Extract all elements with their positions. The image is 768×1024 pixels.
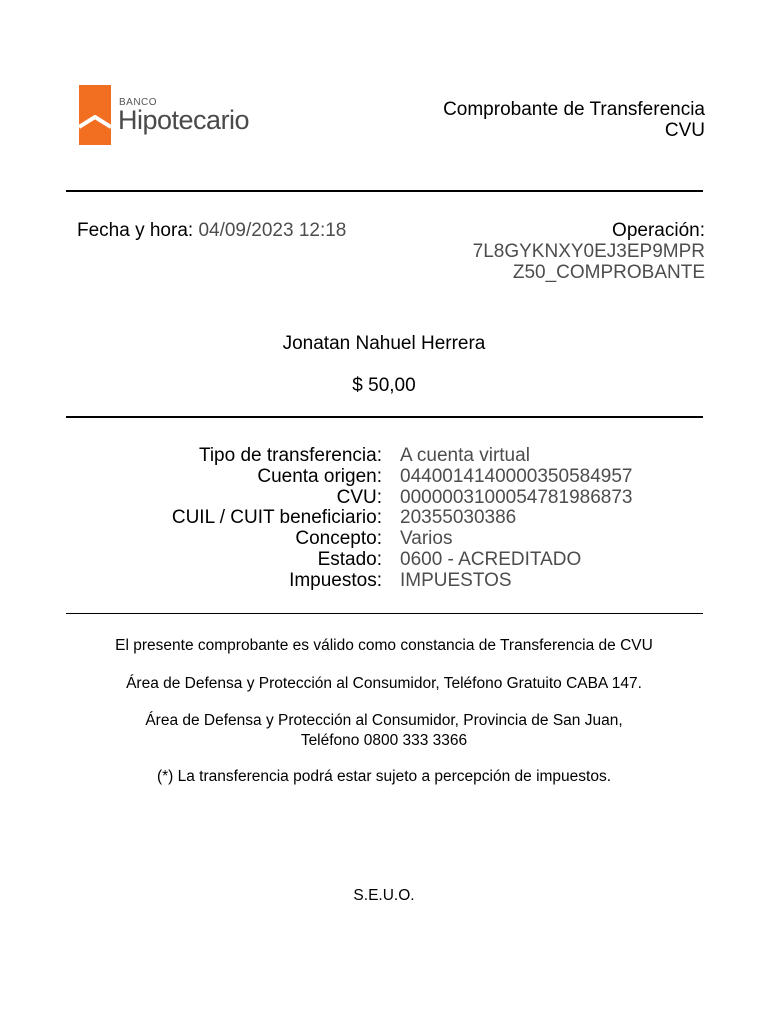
operacion-label: Operación: (612, 220, 705, 241)
detail-label: Impuestos: (289, 569, 382, 591)
divider-middle (66, 416, 703, 418)
detail-label: Cuenta origen: (257, 465, 382, 487)
detail-value: IMPUESTOS (400, 569, 512, 591)
defensa-sanjuan-line-2: Teléfono 0800 333 3366 (300, 732, 468, 749)
seuo-note: S.E.U.O. (353, 887, 415, 904)
operacion-id-line-2: Z50_COMPROBANTE (512, 262, 705, 283)
fecha-value: 04/09/2023 12:18 (198, 220, 347, 241)
detail-row (0, 467, 768, 488)
detail-label: CUIL / CUIT beneficiario: (171, 507, 382, 529)
impuestos-note: (*) La transferencia podrá estar sujeto a percepción de impuestos. (156, 768, 612, 785)
detail-value: 0600 - ACREDITADO (400, 548, 582, 570)
operacion (473, 220, 705, 283)
document-title (443, 99, 705, 141)
detail-value: Varios (400, 528, 453, 550)
detail-row (0, 446, 768, 467)
detail-value: 0440014140000350584957 (400, 465, 633, 487)
operacion-id-line-1: 7L8GYKNXY0EJ3EP9MPR (472, 241, 705, 262)
detail-row (0, 550, 768, 571)
divider-bottom (66, 613, 703, 614)
detail-row (0, 571, 768, 592)
divider-top (66, 190, 703, 192)
detail-value: 0000003100054781986873 (400, 486, 633, 508)
defensa-sanjuan-note (0, 711, 768, 751)
detail-row (0, 488, 768, 509)
transfer-amount: $ 50,00 (352, 375, 416, 396)
details-list (0, 446, 768, 592)
defensa-sanjuan-line-1: Área de Defensa y Protección al Consumidor, Provincia de San Juan, (145, 712, 623, 729)
detail-row (0, 529, 768, 550)
title-line-1: Comprobante de Transferencia (443, 99, 705, 120)
validity-note: El presente comprobante es válido como constancia de Transferencia de CVU (115, 637, 653, 654)
detail-value: A cuenta virtual (400, 445, 530, 466)
defensa-caba-note: Área de Defensa y Protección al Consumidor, Teléfono Gratuito CABA 147. (126, 675, 642, 692)
title-line-2: CVU (664, 120, 705, 141)
detail-label: Tipo de transferencia: (198, 445, 382, 466)
fecha-label: Fecha y hora: (77, 220, 199, 241)
logo-banco-text: BANCO (119, 97, 158, 108)
detail-label: Concepto: (295, 528, 382, 550)
logo-name-text: Hipotecario (118, 105, 250, 135)
detail-value: 20355030386 (400, 507, 517, 529)
detail-label: Estado: (317, 548, 382, 570)
logo-mark-icon (79, 85, 111, 145)
bank-logo (79, 85, 279, 147)
beneficiary-name: Jonatan Nahuel Herrera (282, 333, 486, 354)
fecha-hora (77, 220, 346, 242)
detail-label: CVU: (336, 486, 382, 508)
detail-row (0, 508, 768, 529)
